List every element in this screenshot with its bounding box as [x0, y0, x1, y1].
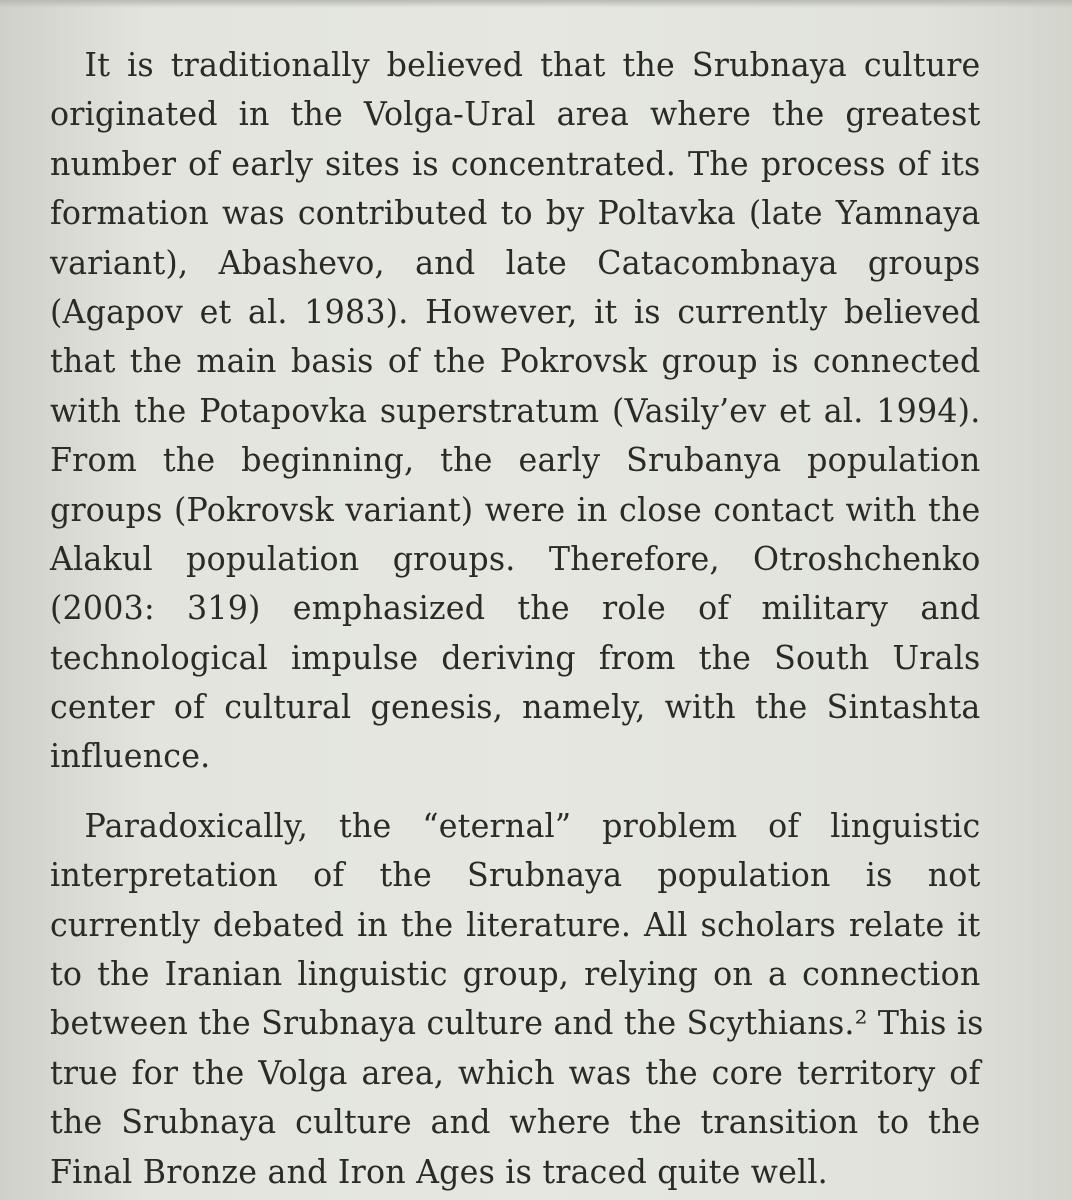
text-line: that the main basis of the Pokrovsk group is connected	[50, 341, 981, 381]
text-line: originated in the Volga-Ural area where the greatest	[50, 94, 981, 134]
text-line: (Agapov et al. 1983). However, it is currently believed	[50, 291, 981, 331]
text-line: currently debated in the literature. All scholars relate it	[50, 904, 981, 944]
text-line: Final Bronze and Iron Ages is traced quite well.	[50, 1151, 828, 1191]
text-line: influence.	[50, 736, 211, 776]
text-line: From the beginning, the early Srubanya population	[50, 440, 981, 480]
text-line: technological impulse deriving from the South Urals	[50, 637, 981, 677]
paragraph-srubnaya-origin	[50, 40, 982, 781]
text-line: the Srubnaya culture and where the transition to the	[50, 1102, 981, 1142]
text-line: with the Potapovka superstratum (Vasily’ev et al. 1994).	[50, 390, 981, 430]
text-line: (2003: 319) emphasized the role of military and	[50, 588, 981, 628]
text-line: interpretation of the Srubnaya population is not	[50, 855, 981, 895]
text-line: true for the Volga area, which was the core territory of	[50, 1052, 981, 1092]
text-line: Paradoxically, the “eternal” problem of linguistic	[84, 805, 981, 845]
text-line: center of cultural genesis, namely, with the Sintashta	[50, 687, 981, 727]
text-line: It is traditionally believed that the Srubnaya culture	[84, 45, 981, 84]
text-line: to the Iranian linguistic group, relying on a connection	[50, 954, 981, 994]
text-line: between the Srubnaya culture and the Scythians.² This is	[50, 1003, 984, 1043]
book-page-text	[50, 40, 982, 1196]
text-line: groups (Pokrovsk variant) were in close contact with the	[50, 489, 981, 529]
text-line: Alakul population groups. Therefore, Otroshchenko	[50, 538, 981, 578]
paragraph-linguistic-interpretation	[50, 801, 982, 1196]
text-line: variant), Abashevo, and late Catacombnaya groups	[50, 242, 981, 282]
page-edge-shadow	[0, 0, 1072, 8]
text-line: number of early sites is concentrated. The process of its	[50, 143, 981, 183]
text-line: formation was contributed to by Poltavka (late Yamnaya	[50, 193, 981, 233]
